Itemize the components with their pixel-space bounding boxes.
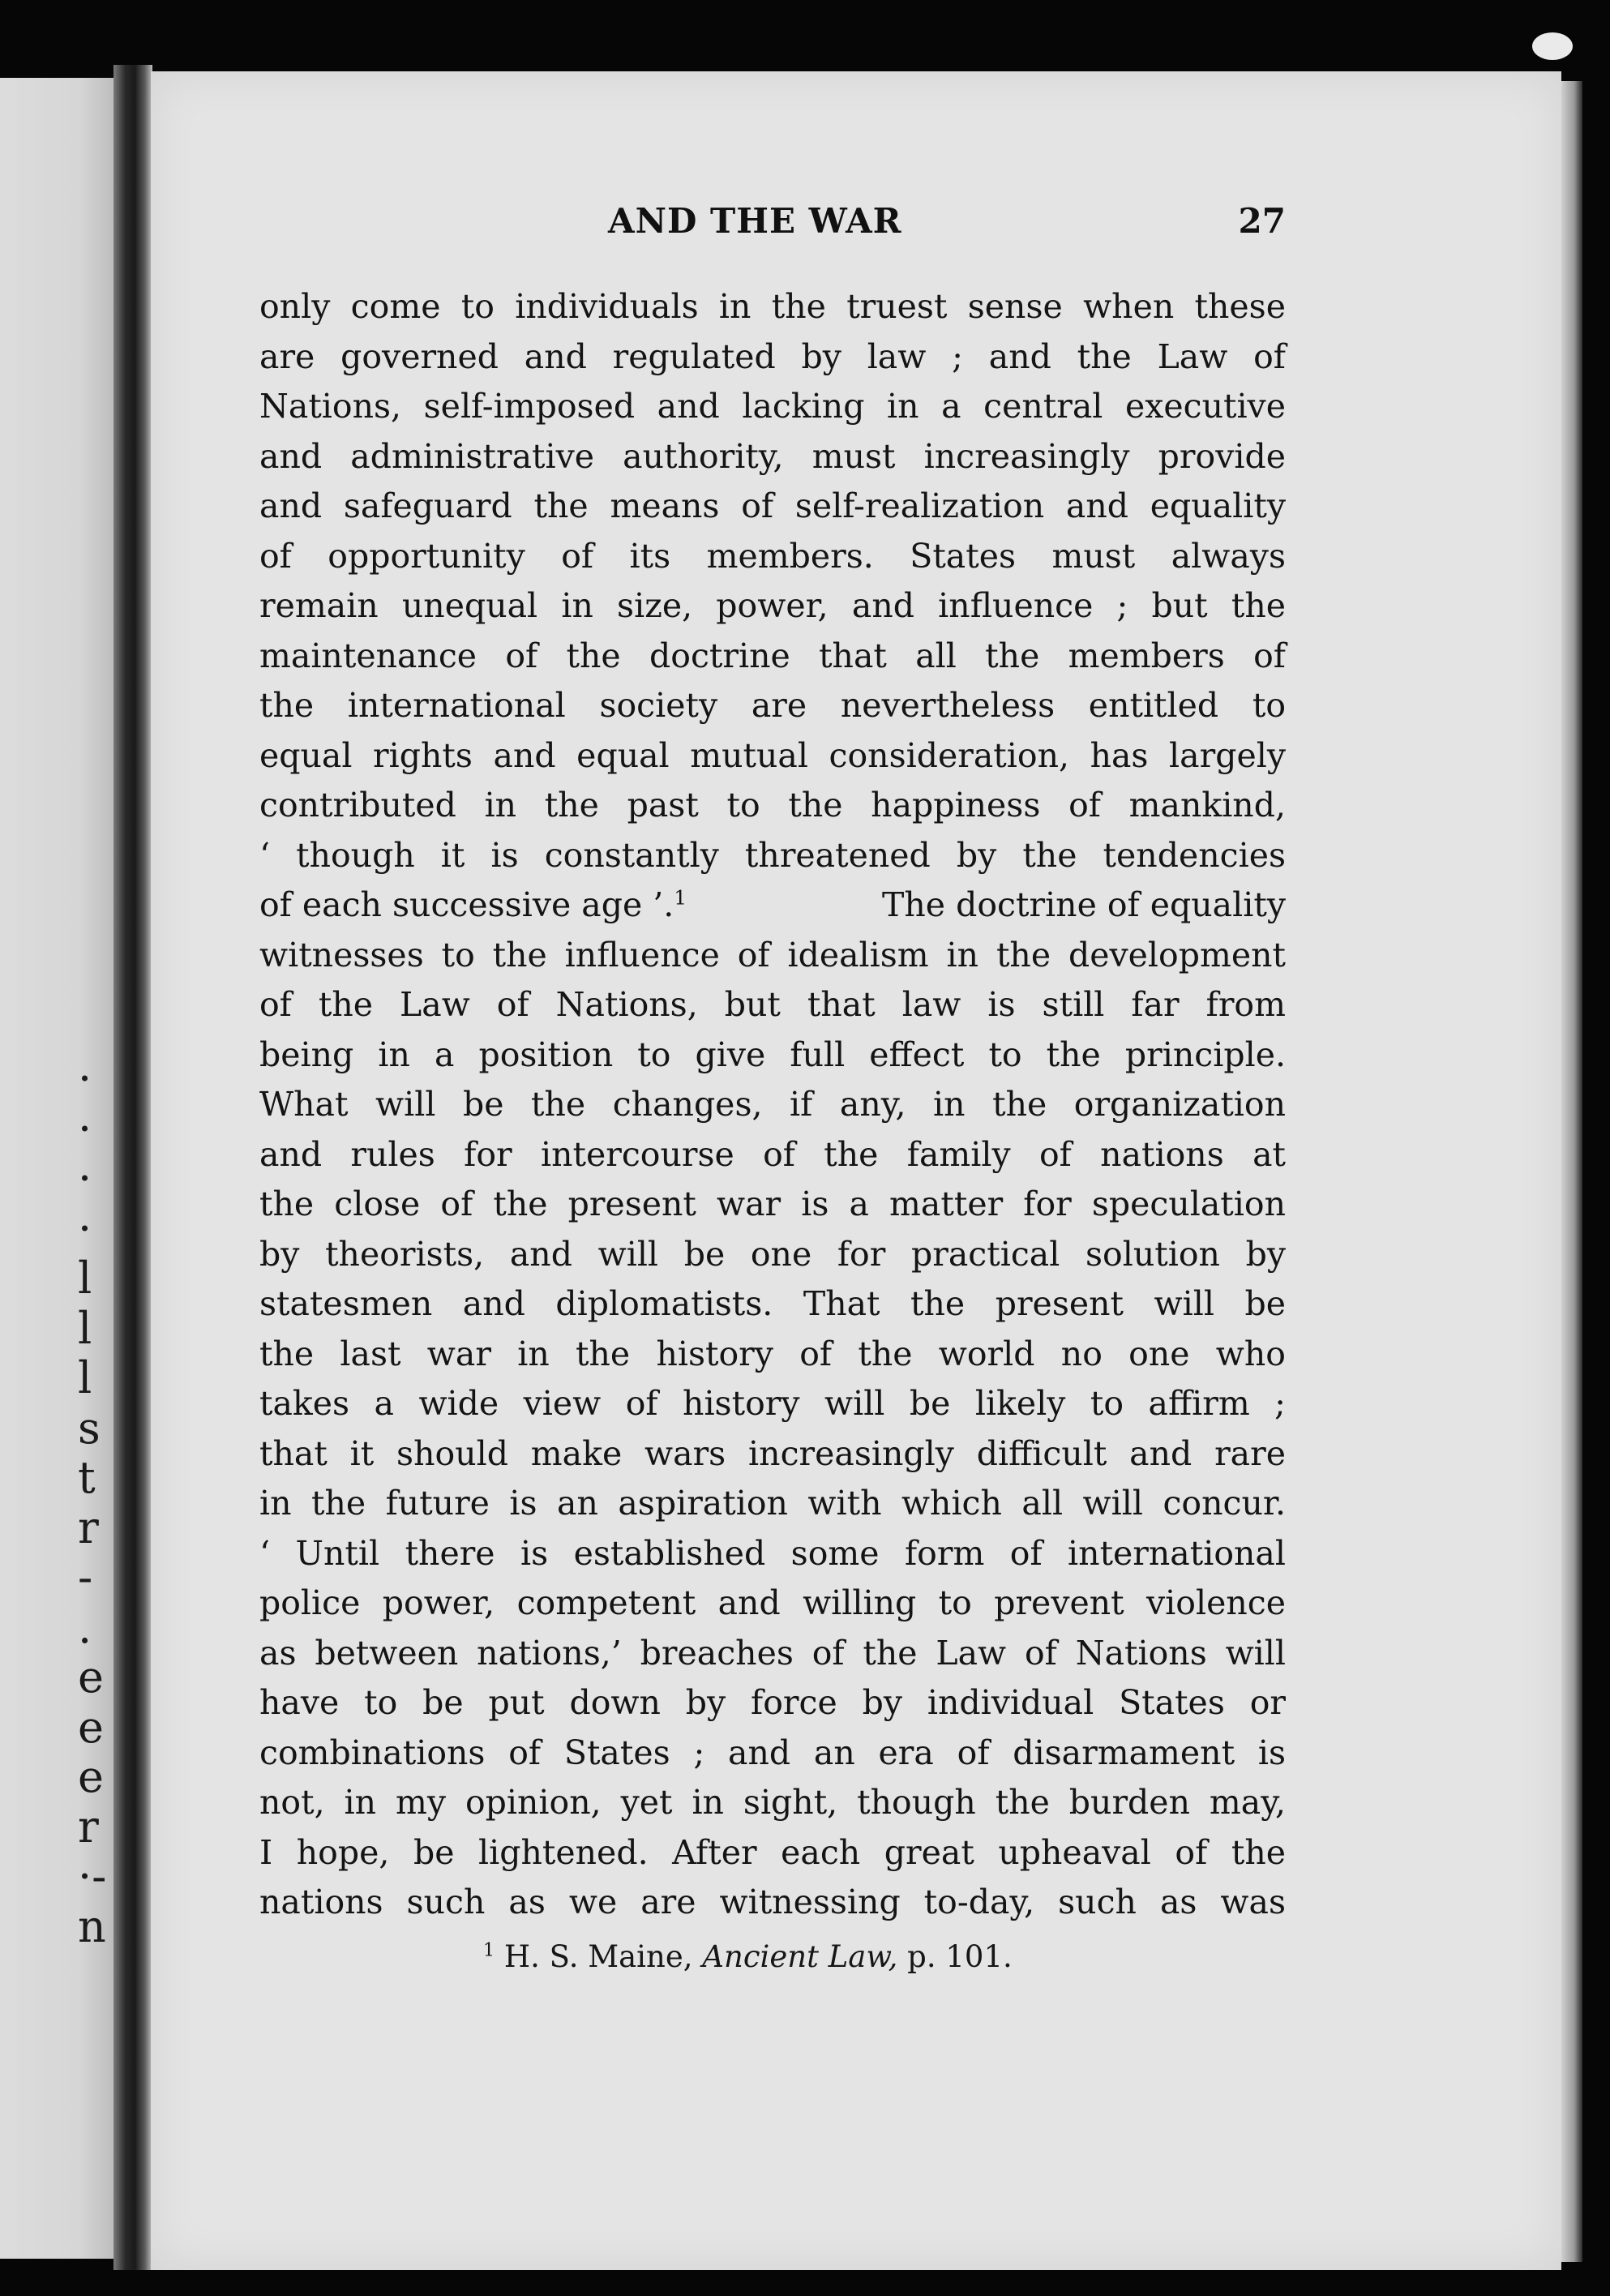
text-line-content: equal rights and equal mutual consideration, has largely <box>259 735 1286 775</box>
text-line <box>259 581 1286 632</box>
text-line-content: contributed in the past to the happiness of mankind, <box>259 786 1286 825</box>
facing-page-fragment: . <box>78 1601 92 1653</box>
body-text <box>259 282 1286 1928</box>
text-line <box>259 731 1286 782</box>
text-line-content: not, in my opinion, yet in sight, though the burden may, <box>259 1783 1286 1822</box>
text-line-content: ‘ Until there is established some form of international <box>259 1533 1286 1573</box>
text-line <box>259 880 1286 931</box>
text-line-content: remain unequal in size, power, and influence ; but the <box>259 586 1286 625</box>
text-line <box>259 332 1286 383</box>
text-line <box>259 1429 1286 1480</box>
facing-page-fragment: · <box>78 1053 92 1104</box>
facing-page-fragment: - <box>78 1552 93 1603</box>
text-line <box>259 1180 1286 1230</box>
text-line-content: as between nations,’ breaches of the Law of Nations will <box>259 1633 1286 1673</box>
facing-page-fragment: ·- <box>78 1851 107 1902</box>
text-line <box>259 282 1286 332</box>
text-line <box>259 1030 1286 1081</box>
facing-page-fragment: n <box>78 1900 106 1952</box>
text-line-content: What will be the changes, if any, in the organization <box>259 1085 1286 1124</box>
footnote-author: H. S. Maine, <box>503 1939 693 1974</box>
text-line-content: maintenance of the doctrine that all the members of <box>259 636 1286 675</box>
text-line <box>259 1080 1286 1130</box>
text-line-content: of each successive age ’. <box>259 885 674 924</box>
text-line <box>259 1878 1286 1928</box>
text-line <box>259 1479 1286 1529</box>
text-line-content: have to be put down by force by individual States or <box>259 1683 1286 1722</box>
text-line <box>259 1578 1286 1629</box>
text-line-content: Nations, self-imposed and lacking in a central executive <box>259 387 1286 426</box>
text-line-content: of the Law of Nations, but that law is still far from <box>259 985 1286 1024</box>
text-line-content: the international society are nevertheless entitled to <box>259 686 1286 725</box>
text-line <box>259 1529 1286 1579</box>
text-line-content: and safeguard the means of self-realization and equality <box>259 486 1286 525</box>
text-line-content: by theorists, and will be one for practical solution by <box>259 1234 1286 1274</box>
text-line-content: statesmen and diplomatists. That the present will be <box>259 1284 1286 1323</box>
text-line-content: ‘ though it is constantly threatened by the tendencies <box>259 835 1286 875</box>
text-line <box>259 931 1286 981</box>
text-line-content: takes a wide view of history will be likely to affirm ; <box>259 1384 1286 1423</box>
text-line <box>259 1728 1286 1779</box>
text-line <box>259 831 1286 881</box>
facing-page-fragment: e <box>78 1751 104 1802</box>
page-number: 27 <box>1238 201 1286 241</box>
facing-page-fragment: l <box>78 1302 92 1354</box>
text-line <box>259 1629 1286 1679</box>
facing-page-fragment: l <box>78 1253 92 1304</box>
text-line <box>259 1279 1286 1330</box>
page-edge <box>1561 81 1582 2262</box>
facing-page-fragment: e <box>78 1701 104 1753</box>
text-line-content: nations such as we are witnessing to-day, such as was <box>259 1883 1286 1921</box>
text-line-content: police power, competent and willing to prevent violence <box>259 1583 1286 1622</box>
text-line <box>259 1330 1286 1380</box>
running-title: AND THE WAR <box>608 201 902 241</box>
footnote-marker: 1 <box>483 1939 495 1961</box>
facing-page-fragment: s <box>78 1402 101 1454</box>
text-line-content: combinations of States ; and an era of disarmament is <box>259 1733 1286 1772</box>
text-line-content: that it should make wars increasingly difficult and rare <box>259 1433 1286 1473</box>
text-line <box>259 1379 1286 1429</box>
text-line-content: only come to individuals in the truest sense when these <box>259 287 1286 326</box>
text-line <box>259 980 1286 1030</box>
text-line <box>259 781 1286 831</box>
text-line-content: witnesses to the influence of idealism in the development <box>259 935 1286 975</box>
text-line <box>259 432 1286 482</box>
text-line-content: are governed and regulated by law ; and the Law of <box>259 336 1286 376</box>
text-line-content: and rules for intercourse of the family of nations at <box>259 1134 1286 1174</box>
footnote <box>483 1939 1013 1974</box>
facing-page-fragment: t <box>78 1452 96 1503</box>
text-line <box>259 632 1286 682</box>
text-line <box>259 382 1286 432</box>
text-line-content: of opportunity of its members. States must always <box>259 536 1286 576</box>
text-line <box>259 1778 1286 1828</box>
text-line-content: I hope, be lightened. After each great upheaval of the <box>259 1832 1286 1872</box>
footnote-reference: 1 <box>674 885 687 910</box>
text-line <box>259 1230 1286 1280</box>
text-line-content: the close of the present war is a matter for speculation <box>259 1184 1286 1223</box>
facing-page-fragment: r <box>78 1501 99 1553</box>
footnote-work: Ancient Law, <box>702 1939 898 1974</box>
text-line-content: being in a position to give full effect to the principle. <box>259 1034 1286 1074</box>
text-line-content: the last war in the history of the world no one who <box>259 1334 1286 1373</box>
facing-page-fragment: l <box>78 1352 92 1403</box>
text-line-content: and administrative authority, must increasingly provide <box>259 436 1286 476</box>
text-line <box>259 532 1286 582</box>
facing-page-text-fragments <box>78 1054 110 1951</box>
running-head <box>259 201 1286 258</box>
text-line <box>259 1828 1286 1878</box>
facing-page-fragment: e <box>78 1651 104 1703</box>
text-line <box>259 681 1286 731</box>
facing-page-fragment: · <box>78 1202 92 1254</box>
book-gutter <box>113 65 152 2270</box>
text-line-content: in the future is an aspiration with which all will concur. <box>259 1484 1286 1523</box>
facing-page-fragment: · <box>78 1153 92 1204</box>
facing-page-fragment: r <box>78 1801 99 1853</box>
text-line <box>259 1130 1286 1180</box>
text-line <box>259 1678 1286 1728</box>
facing-page-fragment: · <box>78 1103 92 1154</box>
text-line <box>259 482 1286 532</box>
footnote-page: p. 101. <box>907 1939 1013 1974</box>
scan-artifact <box>1532 32 1573 60</box>
text-line-continuation: The doctrine of equality <box>882 885 1286 924</box>
